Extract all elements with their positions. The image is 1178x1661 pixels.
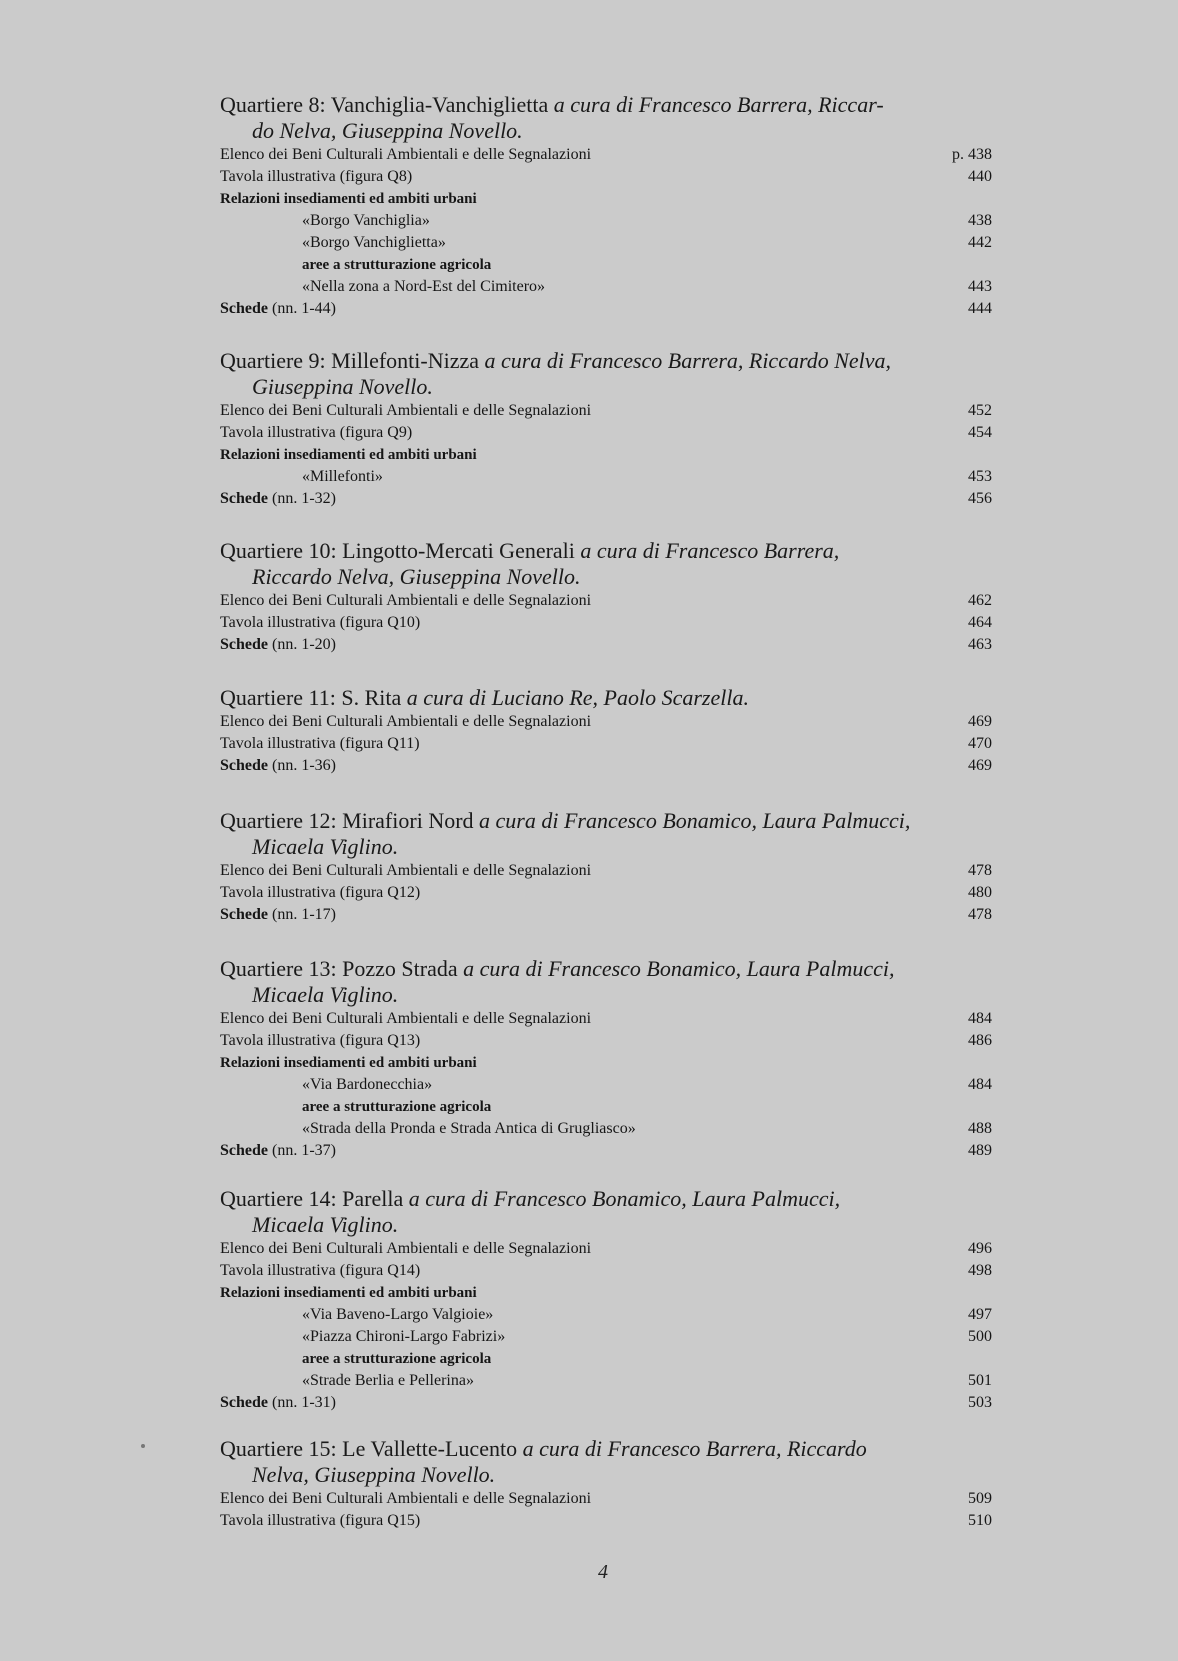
toc-entry-schede: Schede (nn. 1-44) 444 [220, 300, 992, 317]
toc-entry: «Piazza Chironi-Largo Fabrizi» 500 [302, 1328, 992, 1345]
toc-subheading: Relazioni insediamenti ed ambiti urbani [220, 1055, 477, 1071]
toc-entry: Elenco dei Beni Culturali Ambientali e delle Segnalazioni 469 [220, 713, 992, 730]
section-quartiere-13 [220, 956, 992, 1162]
toc-entry: Tavola illustrativa (figura Q9) 454 [220, 424, 992, 441]
toc-entry: Elenco dei Beni Culturali Ambientali e delle Segnalazioni 462 [220, 592, 992, 609]
toc-entry: Elenco dei Beni Culturali Ambientali e delle Segnalazioni 484 [220, 1010, 992, 1027]
toc-entry-schede: Schede (nn. 1-17) 478 [220, 906, 992, 923]
section-quartiere-15 [220, 1436, 992, 1532]
section-quartiere-11 [220, 685, 992, 777]
section-title: Quartiere 8: Vanchiglia-Vanchiglietta a cura di Francesco Barrera, Riccar- do Nelva, Giuseppina Novello. [220, 92, 884, 143]
toc-entry: Tavola illustrativa (figura Q15) 510 [220, 1512, 992, 1529]
toc-entry: Tavola illustrativa (figura Q14) 498 [220, 1262, 992, 1279]
toc-entry: Tavola illustrativa (figura Q8) 440 [220, 168, 992, 185]
toc-entry: Tavola illustrativa (figura Q10) 464 [220, 614, 992, 631]
section-title: Quartiere 13: Pozzo Strada a cura di Francesco Bonamico, Laura Palmucci, Micaela Viglino. [220, 956, 895, 1007]
section-title: Quartiere 15: Le Vallette-Lucento a cura di Francesco Barrera, Riccardo Nelva, Giuseppina Novello. [220, 1436, 867, 1487]
toc-entry-schede: Schede (nn. 1-20) 463 [220, 636, 992, 653]
toc-entry: «Strada della Pronda e Strada Antica di Grugliasco» 488 [302, 1120, 992, 1137]
toc-subheading: aree a strutturazione agricola [302, 1099, 492, 1115]
toc-entry: «Strade Berlia e Pellerina» 501 [302, 1372, 992, 1389]
toc-entry: Elenco dei Beni Culturali Ambientali e delle Segnalazioni 496 [220, 1240, 992, 1257]
section-quartiere-8 [220, 92, 992, 320]
toc-entry: Elenco dei Beni Culturali Ambientali e delle Segnalazioni p. 438 [220, 146, 992, 163]
toc-entry: «Nella zona a Nord-Est del Cimitero» 443 [302, 278, 992, 295]
toc-entry: Tavola illustrativa (figura Q12) 480 [220, 884, 992, 901]
toc-entry: Elenco dei Beni Culturali Ambientali e delle Segnalazioni 509 [220, 1490, 992, 1507]
section-quartiere-12 [220, 808, 992, 926]
toc-entry: «Borgo Vanchiglietta» 442 [302, 234, 992, 251]
page-number: 4 [598, 1561, 608, 1583]
toc-subheading: Relazioni insediamenti ed ambiti urbani [220, 1285, 477, 1301]
section-title: Quartiere 9: Millefonti-Nizza a cura di Francesco Barrera, Riccardo Nelva, Giuseppina Novello. [220, 348, 892, 399]
toc-subheading: Relazioni insediamenti ed ambiti urbani [220, 447, 477, 463]
toc-entry: «Borgo Vanchiglia» 438 [302, 212, 992, 229]
toc-subheading: Relazioni insediamenti ed ambiti urbani [220, 191, 477, 207]
toc-subheading: aree a strutturazione agricola [302, 1351, 492, 1367]
toc-entry: «Via Bardonecchia» 484 [302, 1076, 992, 1093]
toc-entry-schede: Schede (nn. 1-32) 456 [220, 490, 992, 507]
section-title: Quartiere 14: Parella a cura di Francesco Bonamico, Laura Palmucci, Micaela Viglino. [220, 1186, 841, 1237]
toc-entry: Elenco dei Beni Culturali Ambientali e delle Segnalazioni 478 [220, 862, 992, 879]
toc-entry-schede: Schede (nn. 1-31) 503 [220, 1394, 992, 1411]
toc-entry: «Millefonti» 453 [302, 468, 992, 485]
toc-entry: Tavola illustrativa (figura Q13) 486 [220, 1032, 992, 1049]
toc-entry: Tavola illustrativa (figura Q11) 470 [220, 735, 992, 752]
toc-subheading: aree a strutturazione agricola [302, 257, 492, 273]
section-quartiere-10 [220, 538, 992, 656]
toc-entry-schede: Schede (nn. 1-36) 469 [220, 757, 992, 774]
margin-mark [141, 1444, 145, 1448]
toc-entry: Elenco dei Beni Culturali Ambientali e delle Segnalazioni 452 [220, 402, 992, 419]
section-quartiere-14 [220, 1186, 992, 1414]
section-title: Quartiere 10: Lingotto-Mercati Generali a cura di Francesco Barrera, Riccardo Nelva, Giuseppina Novello. [220, 538, 840, 589]
section-title: Quartiere 12: Mirafiori Nord a cura di Francesco Bonamico, Laura Palmucci, Micaela Viglino. [220, 808, 911, 859]
section-quartiere-9 [220, 348, 992, 510]
toc-entry: «Via Baveno-Largo Valgioie» 497 [302, 1306, 992, 1323]
section-title: Quartiere 11: S. Rita a cura di Luciano Re, Paolo Scarzella. [220, 685, 749, 710]
toc-entry-schede: Schede (nn. 1-37) 489 [220, 1142, 992, 1159]
